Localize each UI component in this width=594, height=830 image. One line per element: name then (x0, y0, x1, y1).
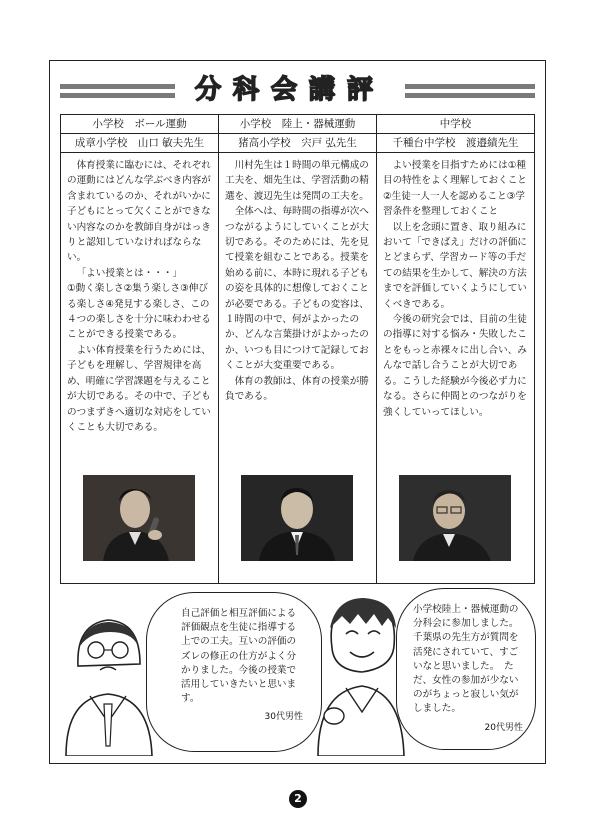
teacher-character-illustration (60, 606, 160, 756)
page-title: 分科会講評 (175, 72, 405, 108)
teacher-photo (241, 475, 353, 561)
column-body (61, 153, 218, 435)
teacher-name: 成章小学校 山口 敏夫先生 (61, 134, 218, 153)
comment-bubble (396, 588, 536, 750)
column-paragraph: よい授業を目指すためには①種目の特性をよく理解しておくこと②生徒一人一人を認めること③学習条件を整理しておくこと (383, 160, 527, 218)
critique-columns (60, 114, 535, 584)
smiling-character-illustration (312, 588, 406, 756)
column-paragraph: よい体育授業を行うためには、子どもを理解し、学習規律を高め、明確に学習課題を与えることが大切である。その中で、子どものつまずきへ適切な対応をしていくことも大切である。 (67, 344, 211, 433)
column-paragraph: 全体へは、毎時間の指導が次へつながるようにしていくことが大切である。そのためには、先を見て授業を組むことである。授業を始める前に、本時に現れる子どもの姿を具体的に想像しておくことが必要である。子どもの変容は、１時間の中で、何がよかったのか、どんな言葉掛けがよかったのか、いつも目につけて記録しておくことが大変重要である。 (225, 206, 369, 372)
comments-section (60, 588, 535, 756)
column-paragraph: 「よい授業とは・・・」 (76, 267, 183, 279)
teacher-name: 猪高小学校 宍戸 弘先生 (219, 134, 376, 153)
column-header: 小学校 ボール運動 (61, 115, 218, 134)
comment-bubble (146, 592, 322, 752)
column-junior-high (377, 115, 534, 583)
teacher-photo (83, 475, 195, 561)
teacher-photo (399, 475, 511, 561)
column-paragraph: 今後の研究会では、目前の生徒の指導に対する悩み・失敗したことをもっと赤裸々に出し合い、みんなで話し合うことが大切である。こうした経験が今後必ず力になる。さらに仲間とのつながりを強くしていってほしい。 (383, 314, 527, 418)
comment-author: 20代男性 (484, 722, 523, 733)
column-paragraph: 以上を念頭に置き、取り組みにおいて「できばえ」だけの評価にとどまらず、学習カード等の手だての結果を生かして、解決の方法までを評価していくようにしていくべきである。 (383, 221, 527, 310)
column-ball-games (61, 115, 219, 583)
column-track-apparatus (219, 115, 377, 583)
column-paragraph: 体育授業に臨むには、それぞれの運動にはどんな学ぶべき内容が含まれているのか、それがいかに子どもにとって欠くことができない内容なのかを教師自身がはっきりと認知していなければならない。 (67, 160, 211, 264)
comment-author: 30代男性 (264, 712, 303, 723)
column-body (219, 153, 376, 405)
column-paragraph: 体育の教師は、体育の授業が勝負である。 (225, 375, 369, 403)
comment-text: 自己評価と相互評価による評価観点を生徒に指導する上での工夫。互いの評価のズレの修正の仕方がよく分かりました。今後の授業で活用していきたいと思います。 (181, 608, 297, 705)
column-header: 中学校 (377, 115, 534, 134)
comment-text: 小学校陸上・器械運動の分科会に参加しました。千葉県の先生方が質問を活発にされていて、すごいなと思いました。 ただ、女性の参加が少ないのがちょっと寂しい気がしました。 (413, 604, 519, 715)
column-body (377, 153, 534, 420)
column-header: 小学校 陸上・器械運動 (219, 115, 376, 134)
column-paragraph: ①動く楽しさ②集う楽しさ③伸びる楽しさ④発見する楽しさ、この４つの楽しさを十分に味わわせることができる授業である。 (67, 283, 211, 341)
teacher-name: 千種台中学校 渡邉績先生 (377, 134, 534, 153)
page-number: 2 (289, 790, 307, 808)
column-paragraph: 川村先生は１時間の単元構成の工夫を、畑先生は、学習活動の精選を、渡辺先生は発問の工夫を。 (225, 160, 369, 202)
